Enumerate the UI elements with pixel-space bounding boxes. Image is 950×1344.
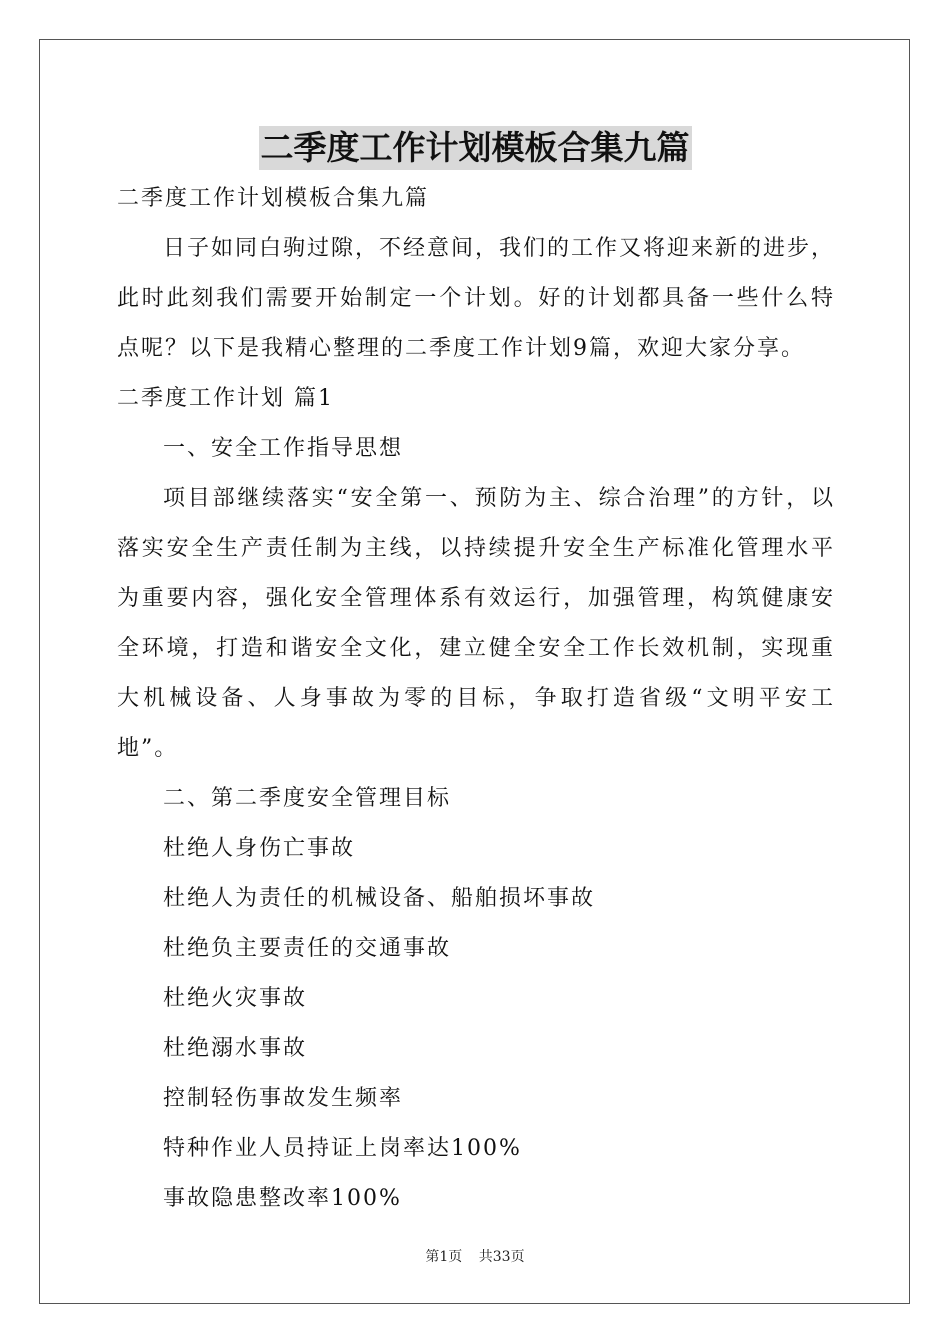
title-area <box>0 126 950 170</box>
page-total: 共33页 <box>478 1249 525 1265</box>
goal-item: 杜绝火灾事故 <box>163 986 308 1011</box>
document-title: 二季度工作计划模板合集九篇 <box>259 126 692 170</box>
goal-item: 杜绝人为责任的机械设备、船舶损坏事故 <box>163 886 596 911</box>
goal-item: 事故隐患整改率100% <box>163 1186 402 1211</box>
page-footer <box>0 1246 950 1266</box>
heading-safety-goals: 二、第二季度安全管理目标 <box>163 786 452 811</box>
goal-item: 特种作业人员持证上岗率达100% <box>163 1136 522 1161</box>
goal-item: 杜绝溺水事故 <box>163 1036 308 1061</box>
guiding-ideology-paragraph: 项目部继续落实“安全第一、预防为主、综合治理”的方针，以落实安全生产责任制为主线，以持续提升安全生产标准化管理水平为重要内容，强化安全管理体系有效运行，加强管理，构筑健康安全环境，打造和谐安全文化，建立健全安全工作长效机制，实现重大机械设备、人身事故为零的目标，争取打造省级“文明平安工地”。 <box>117 486 835 761</box>
document-body <box>117 174 835 1224</box>
goal-item: 控制轻伤事故发生频率 <box>163 1086 404 1111</box>
document-subtitle: 二季度工作计划模板合集九篇 <box>117 186 430 211</box>
intro-paragraph: 日子如同白驹过隙，不经意间，我们的工作又将迎来新的进步，此时此刻我们需要开始制定一个计划。好的计划都具备一些什么特点呢？以下是我精心整理的二季度工作计划9篇，欢迎大家分享。 <box>117 236 836 361</box>
page-number: 第1页 <box>425 1249 463 1265</box>
goal-item: 杜绝人身伤亡事故 <box>163 836 356 861</box>
goal-item: 杜绝负主要责任的交通事故 <box>163 936 452 961</box>
section-heading: 二季度工作计划 篇1 <box>117 386 334 411</box>
heading-guiding-ideology: 一、安全工作指导思想 <box>163 436 404 461</box>
